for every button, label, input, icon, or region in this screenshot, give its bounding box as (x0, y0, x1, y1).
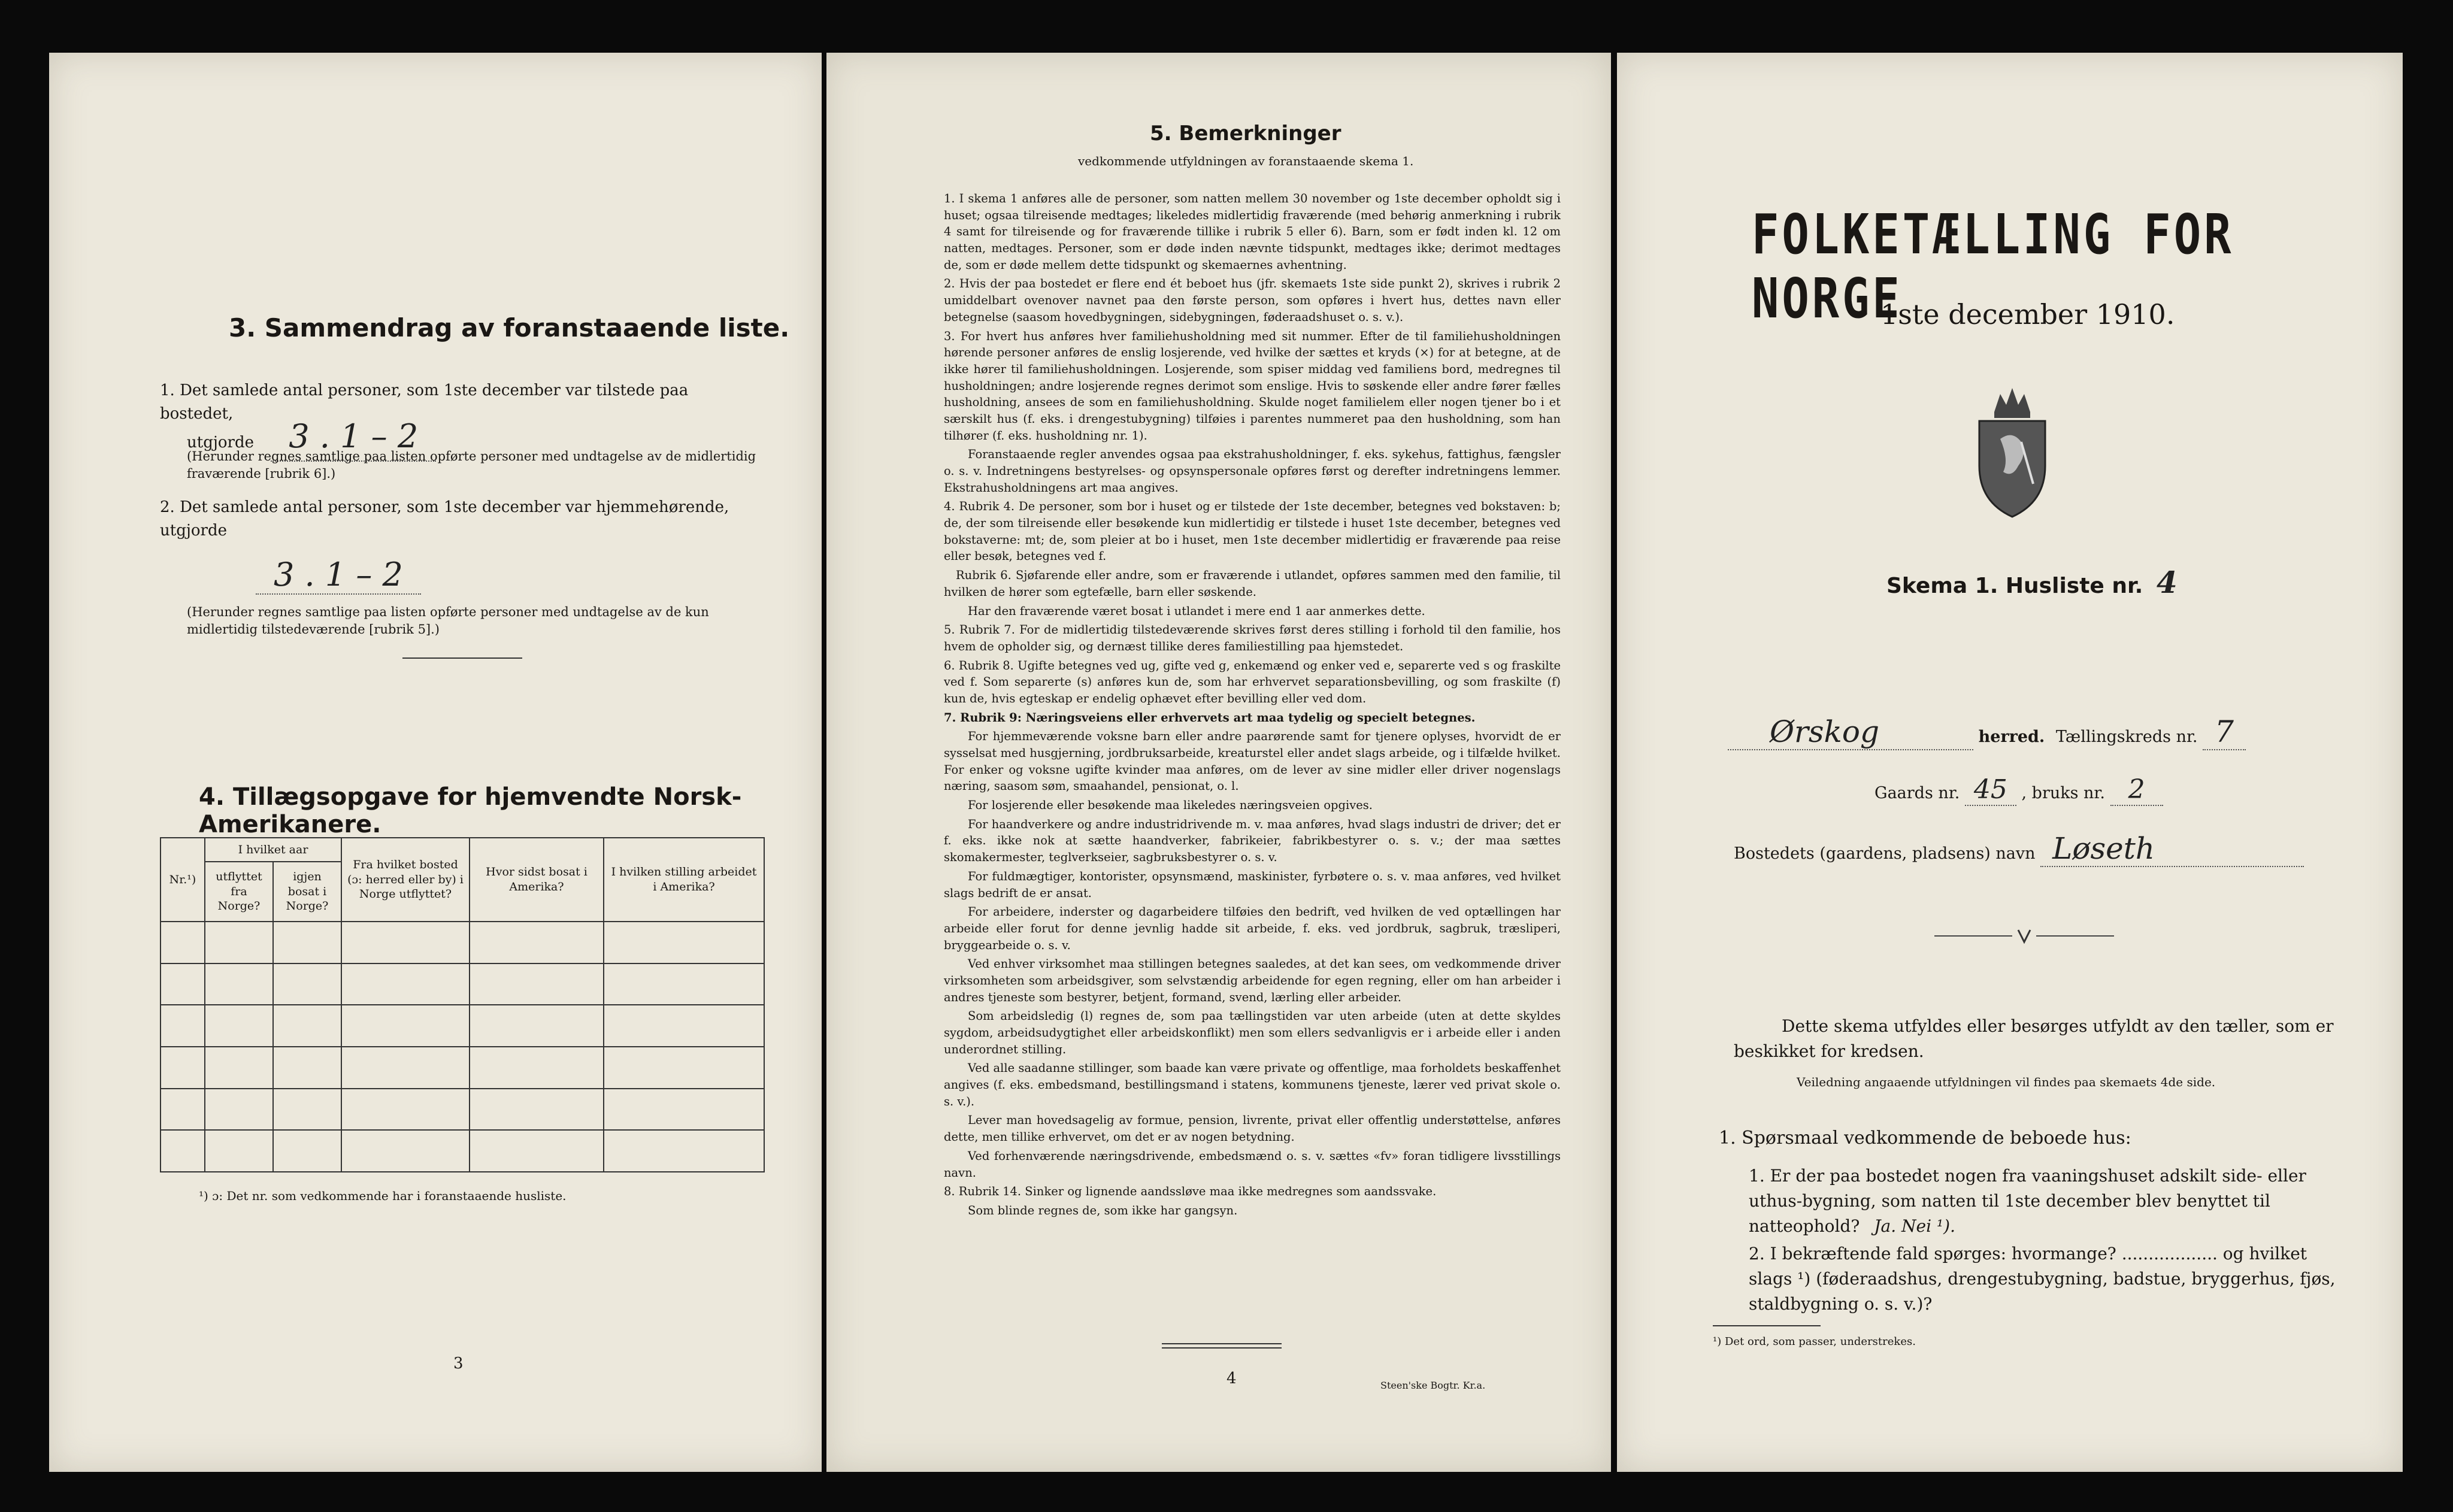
herred-line (1728, 714, 2351, 750)
skema-husliste (1886, 565, 2178, 600)
th-hvor-sidst: Hvor sidst bosat i Amerika? (470, 838, 604, 922)
census-date: 1ste december 1910. (1880, 298, 2175, 331)
question-1-2: 2. I bekræftende fald spørges: hvormange? .................. og hvilket slags ¹) (føderaadshus, drengestubygning, badstue, bryggerhus, fjøs, staldbygning o. s. v.)? (1749, 1244, 2336, 1314)
th-nr: Nr.¹) (160, 838, 205, 922)
veiledning-text: Veiledning angaaende utfyldningen vil findes paa skemaets 4de side. (1797, 1075, 2216, 1089)
herred-label: herred. (1978, 728, 2045, 746)
utgjorde-label: utgjorde (187, 434, 255, 452)
remark-7: 7. Rubrik 9: Næringsveiens eller erhvervets art maa tydelig og specielt betegnes. (944, 710, 1476, 725)
question-1-title: 1. Spørsmaal vedkommende de beboede hus: (1719, 1128, 2131, 1149)
main-title: FOLKETÆLLING FOR NORGE (1752, 202, 2234, 331)
remark-6: 6. Rubrik 8. Ugifte betegnes ved ug, gifte ved g, enkemænd og enker ved e, separerte ved s og fraskilte ved f. Som separerte (s) anføres kun de, som har erhvervet separationsbevilling, og som fraskilte (f) kun de, hvis egteskap er endelig ophævet efter bevilling eller ved dom. (944, 658, 1561, 705)
bruks-handwriting: 2 (2110, 774, 2163, 806)
page-left (49, 53, 822, 1472)
table-row (160, 922, 764, 963)
remark-7i: Ved alle saadanne stillinger, som baade kan være private og offentlige, maa forholdets beskaffenhet angives (f. eks. embedsmand, bestillingsmand i statens, kommunens tjeneste, lærer ved privat skole o. s. v.). (944, 1061, 1561, 1108)
bruks-label: , bruks nr. (2021, 784, 2105, 802)
right-footnote: ¹) Det ord, som passer, understrekes. (1713, 1335, 1916, 1348)
remark-7d: For haandverkere og andre industridrivende m. v. maa anføres, hvad slags industri de driver; det er f. eks. ikke nok at sætte haandverker, fabrikeier, fabrikbestyrer o. s. v.; der maa sættes skomakermester, teglverkseier, sagbruksbestyrer o. s. v. (944, 817, 1561, 865)
remark-7k: Ved forhenværende næringsdrivende, embedsmænd o. s. v. sættes «fv» foran tidligere livsstillings navn. (944, 1149, 1561, 1180)
item-1-note: (Herunder regnes samtlige paa listen opførte personer med undtagelse av de midlertidig fraværende [rubrik 6].) (187, 449, 756, 481)
bemerkninger-list (944, 190, 1561, 1222)
skema-label: Skema 1. Husliste nr. (1886, 574, 2143, 598)
husliste-nr: 4 (2156, 565, 2178, 600)
bosted-line (1734, 831, 2304, 867)
th-fra-hvilket-bosted: Fra hvilket bosted (ɔ: herred eller by) i Norge utflyttet? (341, 838, 470, 922)
th-i-hvilken-stilling: I hvilken stilling arbeidet i Amerika? (604, 838, 764, 922)
question-1-1-answers: Ja. Nei ¹). (1874, 1216, 1955, 1236)
divider (1162, 1347, 1282, 1349)
herred-handwriting: Ørskog (1728, 714, 1973, 750)
section-3-title: 3. Sammendrag av foranstaaende liste. (229, 313, 790, 343)
remark-4c: Har den fraværende været bosat i utlandet i mere end 1 aar anmerkes dette. (968, 604, 1425, 618)
th-igjen-bosat: igjen bosat i Norge? (273, 862, 341, 922)
gaards-label: Gaards nr. (1874, 784, 1960, 802)
table-footnote: ¹) ɔ: Det nr. som vedkommende har i foranstaaende husliste. (199, 1189, 567, 1203)
divider (1713, 1325, 1821, 1326)
th-utflyttet: utflyttet fra Norge? (205, 862, 273, 922)
printer-mark: Steen'ske Bogtr. Kr.a. (1380, 1380, 1486, 1391)
bemerkninger-subtitle: vedkommende utfyldningen av foranstaaende skema 1. (1078, 154, 1414, 168)
remark-3: 3. For hvert hus anføres hver familiehusholdning med sit nummer. Efter de til familiehusholdningen hørende personer anføres de enslig losjerende, ved hvilke der sættes et kryds (×) for at betegne, at de ikke hører til familiehusholdningen. Losjerende, som spiser middag ved familiens bord, medregnes til husholdningen; andre losjerende regnes derimot som enslige. Hvis to søskende eller andre fører fælles husholdning, ansees de som en familiehusholdning. Skulde noget familielem eller nogen tjener bo i et særskilt hus (f. eks. i drengestubygning) tilføies i parentes nummeret paa den husholdning, som han tilhører (f. eks. husholdning nr. 1). (944, 329, 1561, 443)
remark-7f: For arbeidere, inderster og dagarbeidere tilføies den bedrift, ved hvilken de ved optællingen har arbeide eller forut for denne jevnlig hadde sit arbeide, f. eks. ved jordbruk, sagbruk, træsliperi, bryggearbeide o. s. v. (944, 905, 1561, 952)
remark-2: 2. Hvis der paa bostedet er flere end ét beboet hus (jfr. skemaets 1ste side punkt 2), skrives i rubrik 2 umiddelbart ovenover navnet paa den første person, som opføres i hvert hus, dettes navn eller betegnelse (saasom hovedbygningen, sidebygningen, føderaadshuset o. s. v.). (944, 277, 1561, 324)
remark-7g: Ved enhver virksomhet maa stillingen betegnes saaledes, at det kan sees, om vedkommende driver virksomheten som arbeidsgiver, som selvstændig arbeidende for egen regning, eller om han arbeider i andres tjeneste som bestyrer, betjent, formand, svend, lærling eller arbeider. (944, 957, 1561, 1004)
remark-8: 8. Rubrik 14. Sinker og lignende aandssløve maa ikke medregnes som aandssvake. (944, 1184, 1437, 1199)
item-2-note: (Herunder regnes samtlige paa listen opførte personer med undtagelse av de kun midlertidig tilstedeværende [rubrik 5].) (187, 605, 709, 637)
page-right (1617, 53, 2403, 1472)
table-row (160, 1005, 764, 1047)
item-1-text: 1. Det samlede antal personer, som 1ste december var tilstede paa bostedet, (160, 381, 689, 423)
intro-text: Dette skema utfyldes eller besørges utfyldt av den tæller, som er beskikket for kredsen. (1734, 1016, 2334, 1061)
gaards-handwriting: 45 (1965, 774, 2016, 806)
page-middle (826, 53, 1611, 1472)
gaards-line (1874, 774, 2163, 806)
remark-7h: Som arbeidsledig (l) regnes de, som paa tællingstiden var uten arbeide (uten at dette skyldes sygdom, arbeidsudygtighet eller arbeidskonflikt) men som ellers sedvanligvis er i arbeide eller i anden underordnet stilling. (944, 1009, 1561, 1056)
item-1-handwriting: 3 . 1 – 2 (271, 412, 436, 462)
th-i-hvilket-aar: I hvilket aar (205, 838, 341, 862)
item-2-handwriting: 3 . 1 – 2 (256, 556, 421, 595)
remark-7b: For hjemmeværende voksne barn eller andre paarørende samt for tjenere oplyses, hvorvidt de er sysselsat med husgjerning, jordbruksarbeide, kreaturstel eller andet slags arbeide, og i tilfælde hvilket. For enker og voksne ugifte kvinder maa anføres, om de lever av sine midler eller driver nogenslags næring, saasom søm, smaahandel, pensionat, o. l. (944, 729, 1561, 793)
page-number-3: 3 (453, 1355, 464, 1372)
kreds-handwriting: 7 (2203, 714, 2246, 750)
remark-7e: For fuldmægtiger, kontorister, opsynsmænd, maskinister, fyrbøtere o. s. v. maa anføres, ved hvilket slags bedrift de er ansat. (944, 869, 1561, 900)
bemerkninger-title: 5. Bemerkninger (1150, 122, 1341, 146)
table-row (160, 1130, 764, 1172)
item-2-handwriting-wrap (256, 556, 421, 595)
remark-1: 1. I skema 1 anføres alle de personer, som natten mellem 30 november og 1ste december opholdt sig i huset; ogsaa tilreisende medtages; likeledes midlertidig fraværende (med behørig anmerkning i rubrik 4 samt for tilreisende og for fraværende tillike i rubrik 5 eller 6). Barn, som er født inden kl. 12 om natten, medtages. Personer, som er døde inden nævnte tidspunkt, medtages ikke; derimot medtages de, som er døde mellem dette tidspunkt og skemaernes avhentning. (944, 192, 1561, 272)
remark-7c: For losjerende eller besøkende maa likeledes næringsveien opgives. (968, 798, 1373, 813)
bosted-handwriting: Løseth (2040, 831, 2304, 867)
question-1-1-text: 1. Er der paa bostedet nogen fra vaaningshuset adskilt side- eller uthus-bygning, som natten til 1ste december blev benyttet til natteophold? (1749, 1166, 2306, 1236)
divider (402, 657, 522, 659)
table-row (160, 963, 764, 1005)
page-number-4: 4 (1226, 1369, 1237, 1387)
remark-3b: Foranstaaende regler anvendes ogsaa paa ekstrahusholdninger, f. eks. sykehus, fattighus, fængsler o. s. v. Indretningens bestyrelses- og opsynspersonale opføres først og derefter indretningens lemmer. Ekstrahusholdningens art maa angives. (944, 447, 1561, 495)
table-row (160, 1089, 764, 1131)
ornament-icon (1934, 924, 2114, 948)
section-4-title: 4. Tillægsopgave for hjemvendte Norsk-Amerikanere. (199, 783, 742, 838)
bosted-label: Bostedets (gaardens, pladsens) navn (1734, 844, 2036, 863)
norway-coat-of-arms-icon (1970, 382, 2054, 520)
question-1-1 (1749, 1163, 2348, 1239)
remark-4: 4. Rubrik 4. De personer, som bor i huset og er tilstede der 1ste december, betegnes ved bokstaven: b; de, der som tilreisende eller besøkende kun midlertidig er tilstede i huset 1ste december, betegnes ved bokstaverne: mt; de, som pleier at bo i huset, men 1ste december midlertidig er fraværende paa reise eller besøk, betegnes ved f. (944, 499, 1561, 563)
table-row (160, 1047, 764, 1089)
divider (1162, 1343, 1282, 1344)
kreds-label: Tællingskreds nr. (2055, 728, 2198, 746)
remark-4b: Rubrik 6. Sjøfarende eller andre, som er fraværende i utlandet, opføres sammen med den familie, til hvilken de hører som egtefælle, barn eller søskende. (944, 568, 1561, 599)
remark-8b: Som blinde regnes de, som ikke har gangsyn. (968, 1203, 1238, 1217)
item-2-text: 2. Det samlede antal personer, som 1ste december var hjemmehørende, utgjorde (160, 498, 729, 540)
remark-5: 5. Rubrik 7. For de midlertidig tilstedeværende skrives først deres stilling i forhold til den familie, hos hvem de opholder sig, og dernæst tillike deres familiestilling paa hjemstedet. (944, 623, 1561, 653)
norsk-amerikanere-table (160, 837, 765, 1172)
remark-7j: Lever man hovedsagelig av formue, pension, livrente, privat eller offentlig understøttelse, anføres dette, men tillike erhvervet, om det er av nogen betydning. (944, 1113, 1561, 1144)
